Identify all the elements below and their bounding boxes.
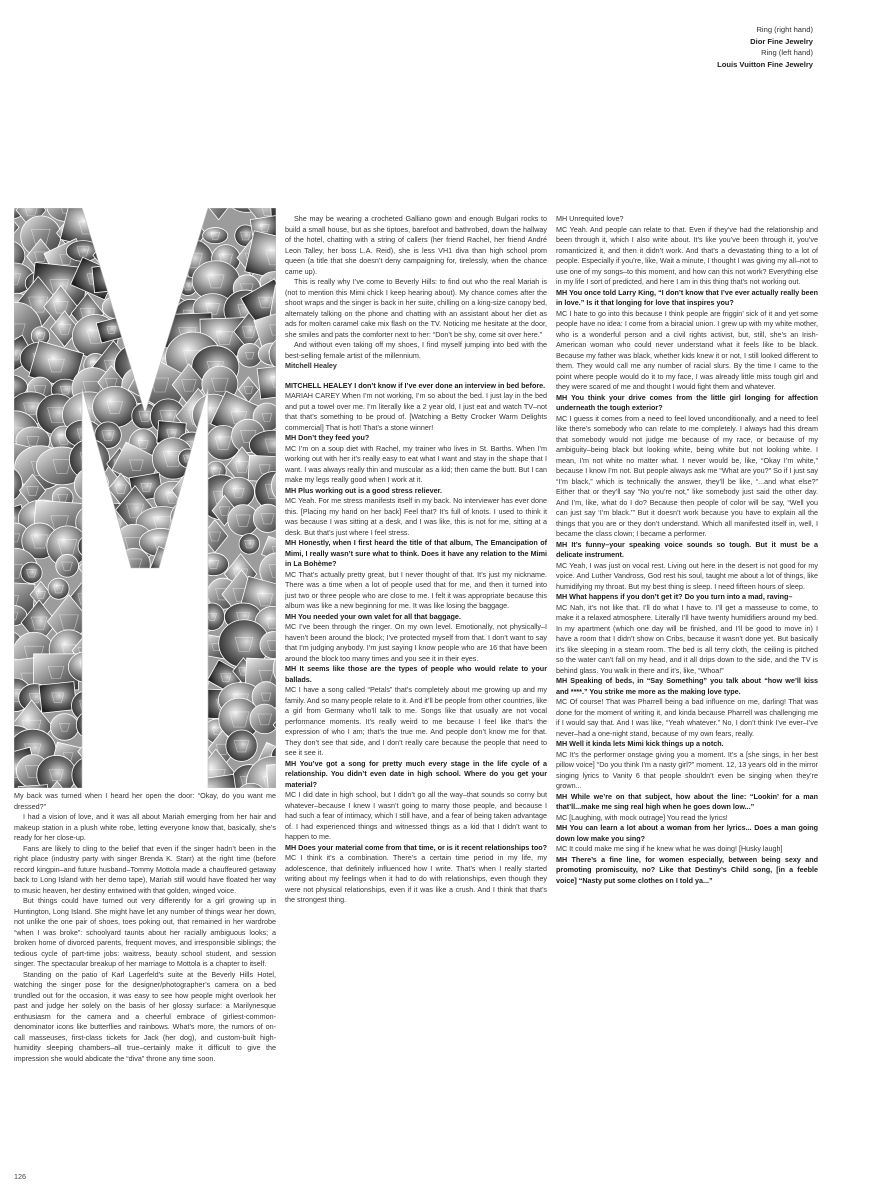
gemstone — [103, 552, 127, 576]
interview-question: MH Speaking of beds, in “Say Something” you talk about “how we’ll kiss and ****.” You strike me more as the making love type. — [556, 676, 818, 696]
gem-facet — [112, 621, 124, 630]
page-number: 126 — [14, 1172, 26, 1181]
gem-facet — [109, 544, 121, 554]
gemstone — [123, 208, 160, 225]
gemstone — [72, 691, 102, 721]
article-paragraph: Fans are likely to cling to the belief that even if the singer hadn’t been in the right place (industry party with singer Brenda K. Starr) at the right time (before record kingpin–and future husband–Tommy Mottola made a chauffeured getaway back to Long Island with her demo tape), Mariah still would have floated her way to music heaven, her destiny entwined with that golden, winged voice. — [14, 843, 276, 895]
credit-brand: Louis Vuitton Fine Jewelry — [717, 59, 813, 69]
gemstone — [189, 687, 211, 709]
gem-facet — [87, 543, 97, 551]
author-signature: Mitchell Healey — [285, 361, 337, 370]
article-paragraph: MC That’s actually pretty great, but I never thought of that. It’s just my nickname. There was a time when a lot of people used that for me, and then it turned into just two or three people who are close to me. I felt it was appropriate because this album was like a new beginning for me. It was like losing the baggage. — [285, 569, 547, 610]
gemstone — [56, 554, 79, 577]
gemstone — [153, 576, 192, 614]
article-paragraph: MC I have a song called “Petals” that’s completely about me growing up and my family. And so many people relate to it. And it’ll be people from other countries, like a girl from Germany who’ll talk to me. Songs like that usually are not vocal performance moments. It’s really weird to me because I feel like that’s the expression of who I am; that’s the true me. And people don’t know me for that. They don’t see that side, and I don’t really care because the people that need to see it see it. — [285, 685, 547, 757]
gemstone — [74, 468, 108, 502]
gemstone — [78, 550, 107, 586]
gem-facet — [188, 752, 197, 759]
gem-facet — [140, 225, 155, 237]
gemstone — [122, 707, 162, 734]
gemstone — [187, 529, 209, 551]
gem-facet — [181, 666, 194, 677]
gemstone — [78, 534, 107, 560]
interview-question: MH You can learn a lot about a woman from her lyrics... Does a man going down low make you sing? — [556, 823, 818, 843]
gem-facet — [84, 720, 97, 730]
interview-question: MITCHELL HEALEY I don’t know if I’ve ever done an interview in bed before. — [285, 380, 546, 390]
interview-question: MH It’s funny–your speaking voice sounds so tough. But it must be a delicate instrument. — [556, 539, 818, 559]
gemstone — [104, 709, 123, 728]
gem-facet — [135, 715, 149, 726]
column-middle — [285, 214, 547, 906]
column-right — [556, 214, 818, 886]
article-paragraph: MC It’s the performer onstage giving you a moment. It’s a [she sings, in her best pillow voice] “Do you think I’m a nasty girl?” moment. 12, 13 years old in the mirror singing lyrics to Vanity 6 that people shouldn’t even be singing when they’re grown... — [556, 749, 818, 790]
interview-question: MH Does your material come from that time, or is it recent relationships too? — [285, 842, 547, 852]
gemstone — [89, 208, 155, 229]
gemstone — [108, 572, 159, 618]
gemstone — [156, 740, 186, 770]
gemstone — [257, 364, 276, 399]
interview-question: MH Honestly, when I first heard the title of that album, The Emancipation of Mimi, I really wasn’t sure what to think. Does it have any relation to the Mimi in La Bohème? — [285, 538, 547, 568]
gem-facet — [163, 559, 173, 567]
gem-facet — [90, 613, 101, 622]
gemstone — [103, 676, 135, 716]
gem-facet — [158, 720, 170, 729]
article-paragraph: This is really why I’ve come to Beverly Hills: to find out who the real Mariah is (not to mention this Mimi chick I keep hearing about). My chance comes after the shoot wraps and the singer is back in her suite, chilling on a king-size canopy bed, alternately talking on the phone and chatting with an assistant about her diet as ads for molten caramel cake mix flash on the TV. Noticing me hesitate at the door, she smiles and pats the comforter next to her: “Don’t be shy, come sit over here.” — [285, 277, 547, 339]
gemstone — [267, 762, 276, 788]
gemstone — [39, 682, 77, 714]
gemstone — [166, 545, 207, 589]
gemstone — [179, 208, 203, 211]
gem-facet — [181, 486, 195, 497]
interview-question: MH What happens if you don’t get it? Do you turn into a mad, raving– — [556, 592, 793, 601]
gemstone — [48, 578, 69, 599]
gemstone — [167, 654, 208, 689]
gemstone — [182, 629, 209, 663]
gemstone — [90, 570, 130, 610]
photo-credits — [553, 24, 813, 70]
gemstone — [148, 624, 187, 659]
gemstone — [150, 223, 174, 247]
gemstone — [162, 766, 182, 788]
credit-brand: Dior Fine Jewelry — [750, 36, 813, 46]
gem-facet — [86, 563, 99, 573]
paragraph-spacer — [285, 372, 547, 381]
gemstone — [129, 624, 160, 657]
article-paragraph: But things could have turned out very differently for a girl growing up in Huntington, Long Island. She might have let any number of things wear her down, not unlike the one pair of shoes, toes poking out, that remained in her wardrobe “when I was broke”: schoolyard taunts about her racially ambiguous looks; a broken home of divorced parents, frequent moves, and irresponsible siblings; the tedious cycle of part-time jobs: waitress, beauty school student, and session singer. The spectacular breakup of her marriage to Mottola is a chapter to itself. — [14, 896, 276, 968]
gem-facet — [137, 332, 146, 339]
jeweled-letter-m — [14, 208, 276, 788]
gem-facet — [166, 751, 176, 759]
gemstone — [121, 601, 172, 639]
gemstone — [132, 214, 164, 246]
gem-facet — [192, 536, 202, 544]
article-paragraph: My back was turned when I heard her open the door: “Okay, do you want me dressed?” — [14, 791, 276, 811]
gemstone — [83, 601, 109, 633]
gem-facet — [164, 669, 175, 678]
article-paragraph: MC Nah, it’s not like that. I’ll do what I have to. I’ll get a masseuse to come, to make it a relaxed atmosphere. Literally I’ll have twenty humidifiers around my bed. In my apartment (which one day will be finished, and I’ll be good to move in) I have a room that I didn’t show on Cribs, because it wasn’t done yet. But basically it’s like sleeping in a steam room. The bed is all terry cloth, the ceiling is pitched so the water can’t fall on my head, and it all drips down to the side, and the TV is behind glass. You walk in there and it’s, like, “Whoa!” — [556, 602, 818, 675]
gem-facet — [85, 516, 102, 529]
gemstone — [121, 652, 158, 686]
gem-facet — [109, 745, 126, 758]
gemstone — [150, 707, 177, 741]
gem-facet — [163, 253, 182, 268]
gemstone — [68, 652, 104, 683]
gem-facet — [109, 715, 118, 722]
gem-facet — [180, 611, 198, 625]
gem-facet — [112, 691, 126, 702]
gem-facet — [162, 638, 173, 647]
gem-facet — [168, 775, 177, 782]
gem-facet — [161, 611, 176, 623]
article-paragraph: MC I hate to go into this because I think people are friggin’ sick of it and yet some people have no idea: I come from a biracial union. I grew up with my white mother, who is a wonderful person and a civil rights activist, but, still, she’s an Irish-American woman who could never understand what it feels like to be black. Because my father was black, whether kids knew it or not, I still looked different to them. They would call me any number of racial slurs. By the time I came to the point where people would do it to my face, I was already little miss tough girl and they were scared of me and thought I would fight them and whatever. — [556, 308, 818, 391]
gem-facet — [155, 326, 167, 335]
gem-facet — [129, 777, 141, 787]
gem-facet — [193, 768, 206, 778]
gem-facet — [80, 453, 99, 468]
gemstone — [178, 449, 197, 468]
gem-facet — [167, 274, 178, 283]
article-paragraph: MC It could make me sing if he knew what he was doing! [Husky laugh] — [556, 844, 783, 853]
gem-facet — [114, 219, 129, 231]
gemstone — [154, 684, 175, 705]
article-paragraph: MC I’m on a soup diet with Rachel, my trainer who lives in St. Barths. When I’m working out with her it’s really easy to eat what I want and stay in the shape that I want. I was always really thin and muscular as a kid; then came the butt. But I can make my legs really good when I work at it. — [285, 443, 547, 484]
gem-facet — [105, 665, 118, 675]
article-paragraph: She may be wearing a crocheted Galliano gown and enough Bulgari rocks to build a small house, but as she tiptoes, barefoot and bathrobed, down the hallway of the hotel, chatting with a string of callers (her friend Rachel, her friend André Leon Talley, her boss L.A. Reid), she is less VH1 diva than high school prom queen (a title that she doesn’t deny campaigning for, tirelessly, when the chance came up). — [285, 214, 547, 276]
interview-question: MH You think your drive comes from the little girl longing for affection underneath the tough exterior? — [556, 392, 818, 412]
gemstone — [99, 734, 134, 769]
gem-facet — [179, 562, 193, 573]
gemstone — [203, 228, 228, 244]
article-paragraph: MC Of course! That was Pharrell being a bad influence on me, darling! That was done for the moment of writing it, and kinda because Pharrell was challenging me if I would say that. And I was like, “Yeah whatever.” No, I don’t think I’ve ever–I’ve never–had a one-night stand, because of my own fears, really. — [556, 697, 818, 738]
gemstone — [183, 746, 202, 765]
article-paragraph: I had a vision of love, and it was all about Mariah emerging from her hair and makeup station in a plush white robe, letting everyone know that, basically, she’s ready for her close-up. — [14, 812, 276, 842]
gemstone — [78, 731, 111, 772]
gemstone — [98, 656, 126, 684]
gem-facet — [156, 231, 167, 240]
gemstone — [117, 293, 171, 338]
gem-facet — [100, 584, 119, 599]
gemstone — [102, 296, 131, 319]
credit-line: Ring (right hand) — [756, 25, 813, 34]
article-paragraph: MC I guess it comes from a need to feel loved unconditionally, and a need to feel like there’s somebody who can relate to me completely. I always had this dream that somebody would not judge me because of my race, or because of my ambiguity–being black but looking white, being white but not looking white. I mean, I’m not white no matter what. I never would be, like, “Okay I’m white,” because I know I’m not. But people always ask me “What are you?” So if I just say “I’m black,” which is technically the answer, they’ll be like, “...and what else?” Either that or they’ll say “No you’re not,” like somebody just said the other day. And I’m, like, what do I do? Because then people of color will be say, “Well you can just say ‘I’m black.’” But it doesn’t work because you have to explain all the things that you are or they don’t understand. Which all manifested itself in, well, I became the class clown; I became a performer. — [556, 413, 818, 538]
gemstone — [250, 704, 276, 734]
gemstone — [69, 439, 109, 479]
gemstone — [198, 553, 228, 576]
gem-facet — [136, 308, 154, 322]
gem-facet — [194, 695, 204, 703]
gem-facet — [109, 560, 120, 569]
interview-question: MH Don’t they feed you? — [285, 433, 370, 442]
article-paragraph: MC Yeah, I was just on vocal rest. Living out here in the desert is not good for my voice. And Luther Vandross, God rest his soul, taught me about a lot of things, like humidifying my throat. But my best thing is sleep. I need fifteen hours of sleep. — [556, 560, 818, 591]
gemstone — [226, 730, 257, 761]
article-paragraph: MC I did date in high school, but I didn’t go all the way–that sounds so corny but whatever–because I knew I wasn’t going to marry those people, and because I had such a fear of intimacy, which I still have, and a fear of being taken advantage of. I had experienced things and witnessed things as a kid that I didn’t want to happen to me. — [285, 790, 547, 841]
gem-facet — [116, 773, 125, 780]
gemstone — [117, 766, 153, 788]
gem-facet — [190, 642, 202, 651]
interview-question: MH There’s a fine line, for women especially, between being sexy and promoting promiscuity, no? Like that Destiny’s Child song, [in a feeble voice] “Nasty put some clothes on I told ya...” — [556, 854, 818, 885]
gemstone — [239, 534, 260, 555]
gemstone — [163, 597, 215, 639]
gem-facet — [134, 665, 145, 673]
article-paragraph: Standing on the patio of Karl Lagerfeld’s suite at the Beverly Hills Hotel, watching the singer pose for the designer/photographer’s camera on a bed trundled out for the occasion, it was easy to see how people might overlook her past and judge her solely on the basis of her glossy surface: a Marilynesque enthusiasm for the camera and a cheerful embrace of girliest-common-denominator icons like butterflies and rainbows. What’s more, the rumors of on-call masseuses, first-class tickets for Jack (her dog), and custom-built high-humidity sleeping chambers–all true–certainly make it difficult to give the impression she would abdicate the “diva” throne any time soon. — [14, 969, 276, 1063]
gem-facet — [137, 614, 155, 628]
gem-facet — [137, 208, 147, 212]
gem-facet — [180, 228, 196, 240]
interview-question: MH You once told Larry King, “I don’t know that I’ve ever actually really been in love.” Is it that longing for love that inspires you? — [556, 287, 818, 307]
gem-facet — [115, 636, 125, 644]
gemstone — [123, 235, 157, 269]
credit-line: Ring (left hand) — [761, 48, 813, 58]
gemstone — [116, 678, 164, 720]
gem-facet — [130, 270, 147, 283]
interview-question: MH You’ve got a song for pretty much every stage in the life cycle of a relationship. You didn’t even date in high school. Where do you get your material? — [285, 758, 547, 789]
gemstone — [116, 785, 155, 788]
gem-facet — [132, 246, 148, 258]
column-left — [14, 791, 276, 1064]
article-paragraph: MH Unrequited love? — [556, 214, 624, 223]
gem-facet — [133, 694, 147, 705]
gemstone — [50, 714, 78, 741]
gemstone — [142, 784, 188, 788]
gemstone — [92, 264, 127, 293]
interview-question: MH Plus working out is a good stress reliever. — [285, 485, 442, 495]
gemstone — [109, 763, 131, 788]
gem-facet — [125, 740, 143, 754]
article-paragraph: MARIAH CAREY When I’m not working, I’m so about the bed. I just lay in the bed and put a towel over me. I’m literally like a 2 year old, I just eat and watch TV–not that that’s something to be proud of. [Watching a Betty Crocker Warm Delights commercial] That is hot! That’s a stone winner! — [285, 391, 547, 432]
gem-facet — [105, 249, 124, 264]
gemstone — [93, 386, 137, 427]
gem-facet — [139, 637, 150, 646]
gem-facet — [104, 274, 115, 283]
gem-facet — [83, 479, 99, 492]
gemstone — [21, 562, 42, 583]
interview-question: MH Well it kinda lets Mimi kick things up a notch. — [556, 739, 724, 748]
gem-facet — [87, 747, 101, 758]
gemstone — [157, 657, 182, 689]
gem-facet — [131, 359, 148, 373]
article-paragraph: MC I think it’s a combination. There’s a certain time period in my life, my adolescence, that definitely influenced how I write. That’s when I really started writing about my feelings when it had to do with relationships, even though they were not physical relationships, even if it was like a crush. And I think that that’s the strongest thing. — [285, 853, 547, 904]
gem-facet — [166, 590, 180, 601]
interview-question: MH While we’re on that subject, how about the line: “Lookin’ for a man that’ll...make me sing real high when he goes down low...” — [556, 791, 818, 811]
gemstone — [177, 702, 202, 733]
gemstone — [108, 726, 160, 767]
gem-facet — [186, 589, 203, 603]
gem-facet — [158, 208, 168, 210]
article-paragraph: MC [Laughing, with mock outrage] You read the lyrics! — [556, 812, 728, 822]
gem-facet — [127, 589, 142, 601]
gemstone — [118, 548, 150, 580]
gemstone — [99, 208, 144, 243]
gem-facet — [159, 691, 169, 699]
gemstone — [146, 208, 180, 221]
gemstone — [76, 711, 104, 739]
interview-question: MH It seems like those are the types of people who would relate to your ballads. — [285, 664, 547, 684]
gem-facet — [184, 714, 195, 723]
interview-question: MH You needed your own valet for all that baggage. — [285, 611, 461, 621]
gemstone — [144, 595, 192, 636]
gemstone — [101, 615, 135, 636]
gemstone — [109, 629, 131, 651]
gemstone — [200, 603, 225, 630]
gemstone — [115, 257, 163, 297]
article-paragraph: And without even taking off my shoes, I find myself jumping into bed with the best-selling female artist of the millennium. — [285, 340, 547, 360]
article-paragraph: MC I’ve been through the ringer. On my own level. Emotionally, not physically–I haven’t been around the block; I’ve protected myself from that. I don’t want to say that I’m judging anybody. I’m just saying I know people who are 16 that have been around the block too many times and you see it in their eyes. — [285, 622, 547, 663]
gemstone — [131, 325, 151, 345]
article-paragraph: MC Yeah. For me stress manifests itself in my back. No interviewer has ever done this. [Placing my hand on her back] Feel that? It’s full of knots. I used to think it was because I was sitting at a desk, and I was like, this is not for me, sitting at a desk. But that’s just where I feel stress. — [285, 496, 547, 537]
gem-facet — [82, 769, 99, 783]
gem-facet — [182, 513, 194, 523]
article-paragraph: MC Yeah. And people can relate to that. Even if they’ve had the relationship and been through it, which I also write about. It’s like you’ve been through it, you’ve romanticized it, and then it didn’t work. And that’s a devastating thing to a lot of people. Especially if you’re, like, Wait a minute, I thought I was giving my all–not to use one of my songs–to this moment, and how can this not work? Everything else in my life I sort of predicted, and here I am in this thing that’s not working out. — [556, 224, 818, 286]
